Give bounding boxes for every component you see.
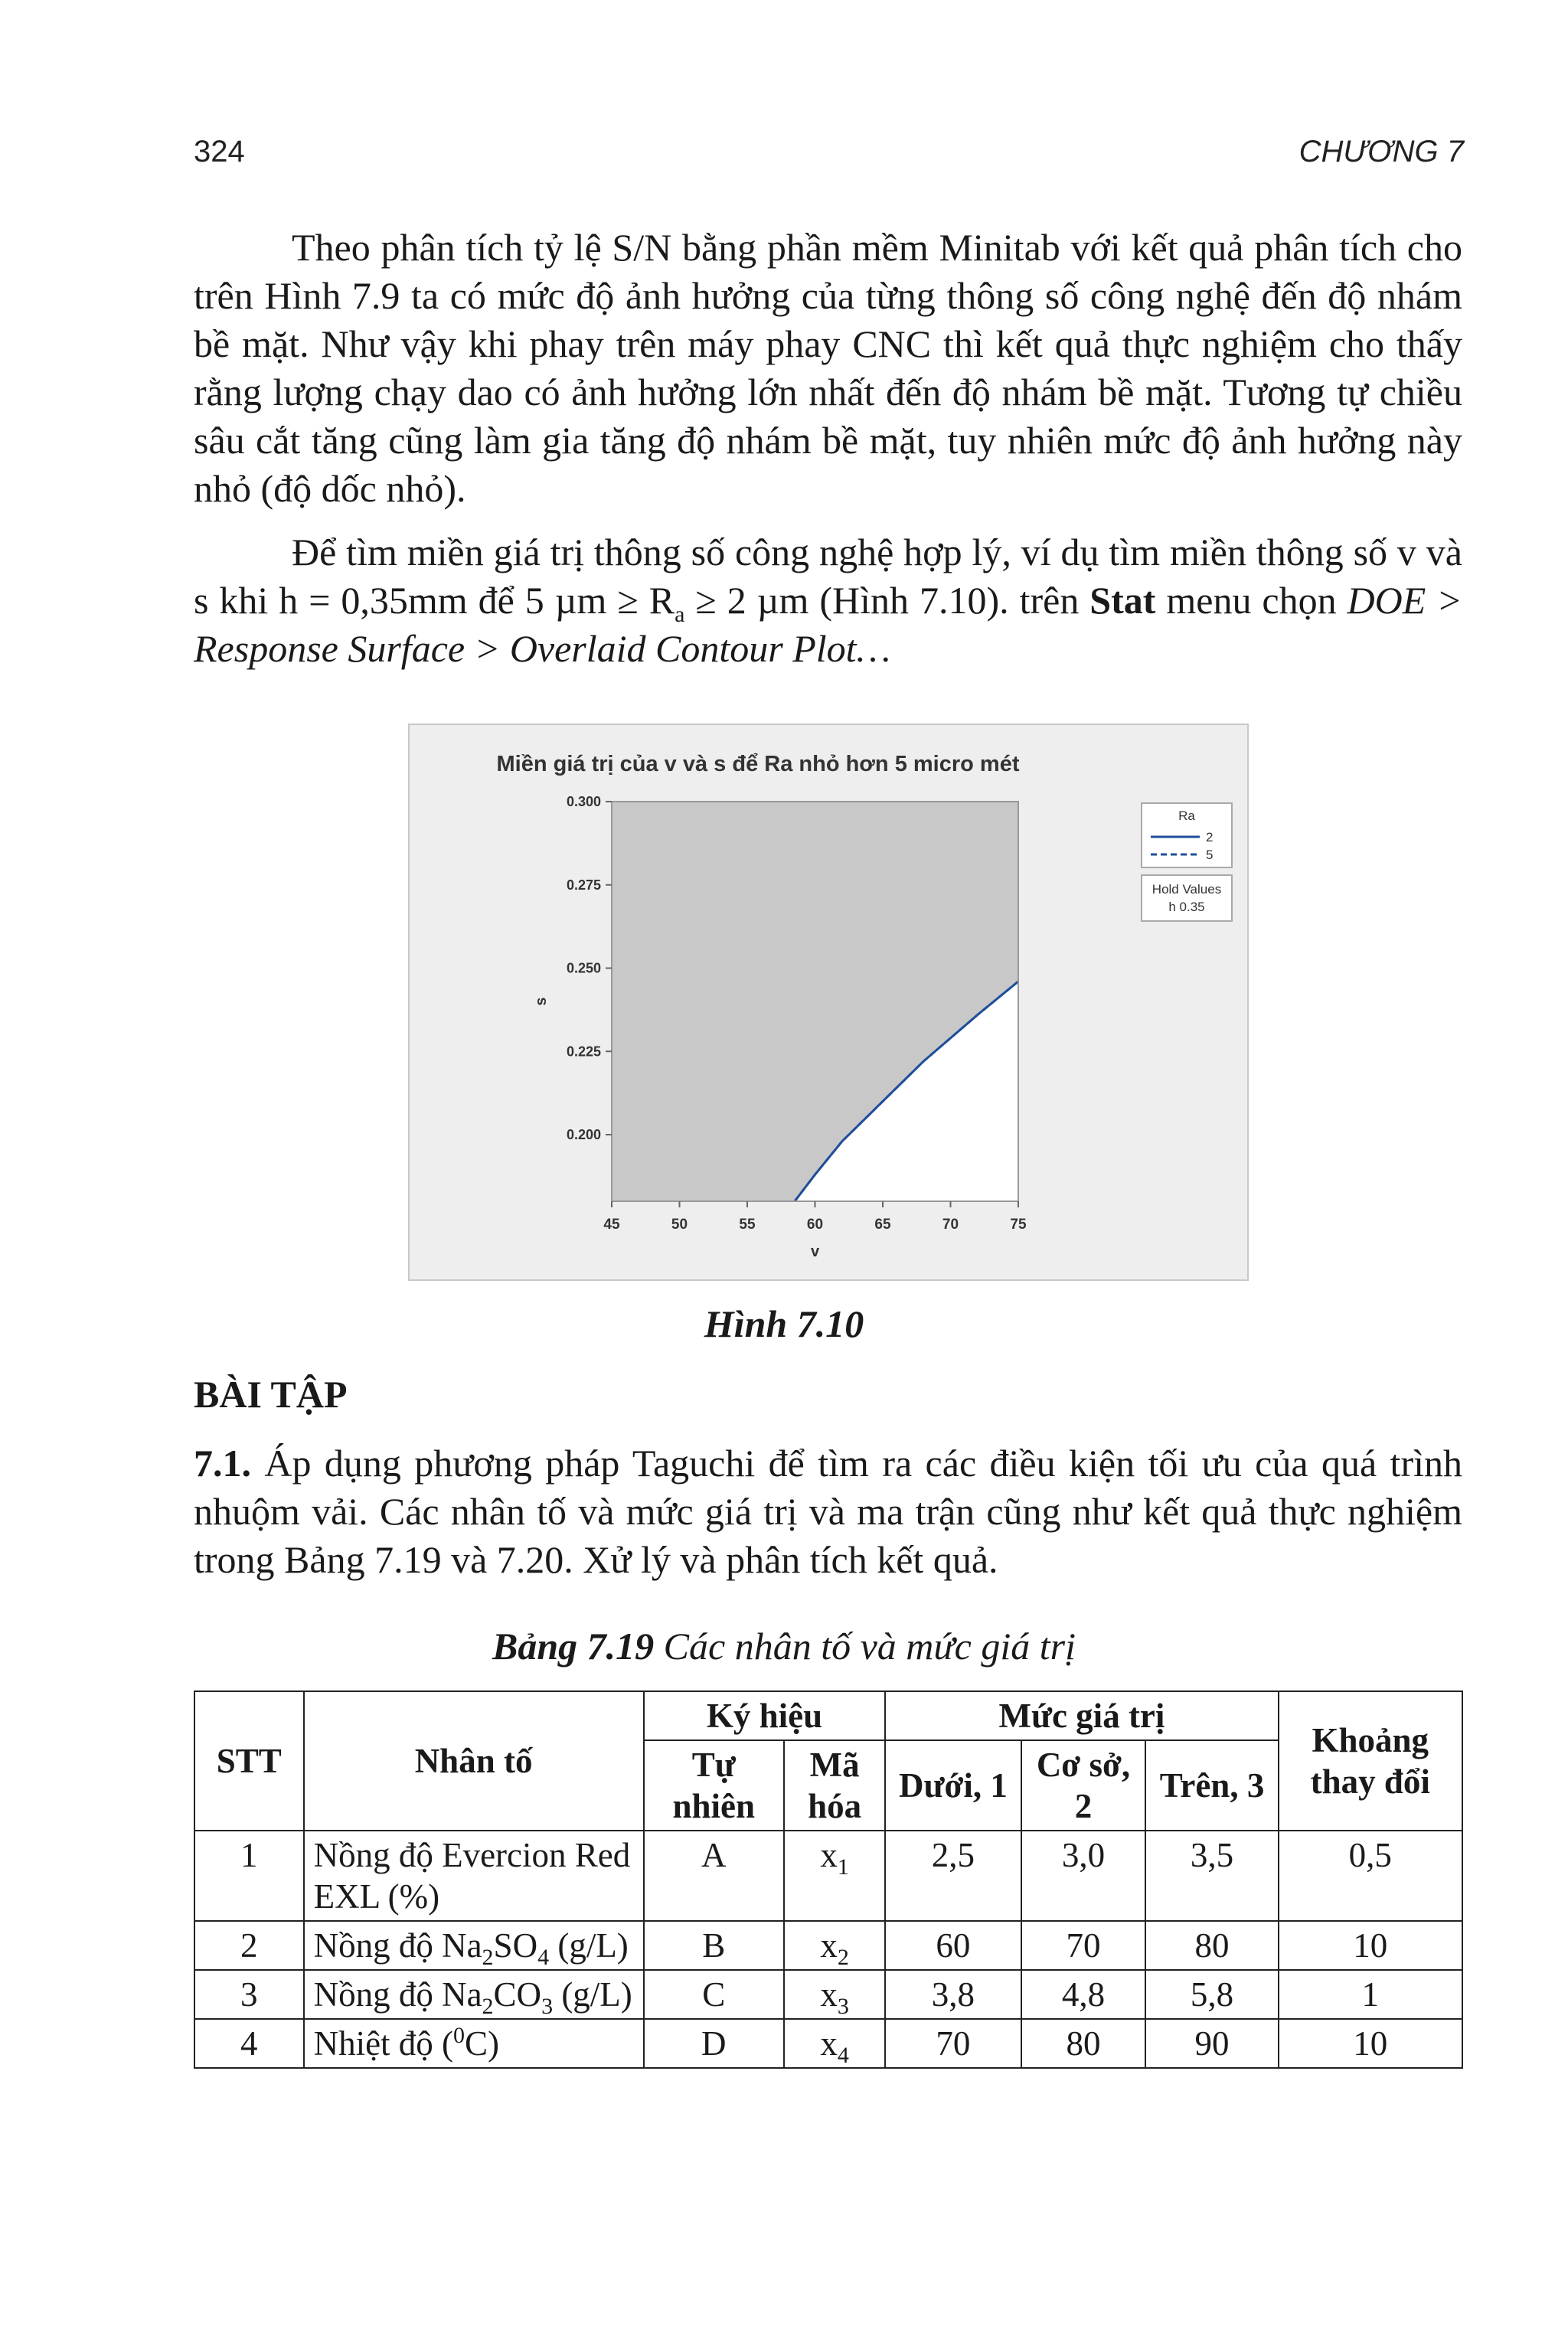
figure-caption: Hình 7.10 [704, 1302, 864, 1345]
legend-entry-5: 5 [1206, 848, 1214, 862]
p2-part1: Để tìm miền giá trị thông số công nghệ hợp lý, ví dụ tìm miền thông số v và s khi h = 0,35mm để 5 µm ≥ R [194, 531, 1462, 622]
paragraph-1-text: Theo phân tích tỷ lệ S/N bằng phần mềm Minitab với kết quả phân tích cho trên Hình 7.9 ta có mức độ ảnh hưởng của từng thông số công nghệ đến độ nhám bề mặt. Như vậy khi phay trên máy phay CNC thì kết quả thực nghiệm cho thấy rằng lượng chạy dao có ảnh hưởng lớn nhất đến độ nhám bề mặt. Tương tự chiều sâu cắt tăng cũng làm gia tăng độ nhám bề mặt, tuy nhiên mức độ ảnh hưởng này nhỏ (độ dốc nhỏ). [194, 226, 1462, 510]
exercise-number: 7.1. [194, 1442, 251, 1485]
cell-factor [304, 1921, 644, 1970]
p2-part3: menu chọn [1155, 579, 1348, 622]
exercise-paragraph [194, 1439, 1462, 1584]
cell-stt: 3 [194, 1970, 304, 2019]
cell-factor [304, 2019, 644, 2068]
cell-range: 10 [1279, 2019, 1462, 2068]
cell-natural: D [644, 2019, 784, 2068]
cell-range: 1 [1279, 1970, 1462, 2019]
exercise-body: Áp dụng phương pháp Taguchi để tìm ra các điều kiện tối ưu của quá trình nhuộm vải. Các nhân tố và mức giá trị và ma trận cũng như kết quả thực nghiệm trong Bảng 7.19 và 7.20. Xử lý và phân tích kết quả. [194, 1442, 1462, 1581]
legend-title: Ra [1178, 808, 1195, 823]
p2-part2: ≥ 2 µm (Hình 7.10). trên [684, 579, 1090, 622]
cell-coded [784, 1970, 885, 2019]
y-tick-label: 0.200 [566, 1127, 601, 1142]
factor-sub: 2 [482, 1994, 494, 2019]
cell-factor: Nồng độ Evercion Red EXL (%) [304, 1831, 644, 1921]
p2-menu-path: DOE > Response Surface > Overlaid Contour Plot… [194, 579, 1462, 670]
p2-subscript: a [675, 602, 685, 627]
legend-entry-2: 2 [1206, 830, 1214, 844]
y-tick-label: 0.225 [566, 1044, 601, 1060]
header-factor: Nhân tố [304, 1691, 644, 1831]
y-axis-label: s [533, 997, 550, 1006]
table-caption [0, 1624, 1568, 1668]
x-tick-label: 60 [806, 1217, 824, 1233]
x-tick-label: 45 [603, 1217, 620, 1233]
cell-low: 70 [885, 2019, 1021, 2068]
hold-values-h: h 0.35 [1168, 900, 1205, 914]
coded-sub: 3 [837, 1994, 849, 2019]
factor-part: Nhiệt độ ( [313, 2024, 454, 2063]
factor-sub: 3 [541, 1994, 554, 2019]
factor-sub: 4 [537, 1945, 550, 1970]
coded-x: x [820, 1926, 838, 1965]
header-base: Cơ sở, 2 [1021, 1740, 1146, 1831]
coded-sub: 1 [837, 1854, 849, 1880]
factor-sub: 2 [482, 1945, 494, 1970]
cell-base: 4,8 [1021, 1970, 1146, 2019]
header-stt: STT [194, 1691, 304, 1831]
header-coded: Mã hóa [784, 1740, 885, 1831]
x-tick-label: 70 [942, 1217, 959, 1233]
header-row-1 [194, 1691, 1462, 1740]
chart-title: Miền giá trị của v và s để Ra nhỏ hơn 5 micro mét [496, 752, 1020, 776]
factor-part: Nồng độ Na [313, 1926, 482, 1965]
table-row [194, 1921, 1462, 1970]
cell-range: 10 [1279, 1921, 1462, 1970]
coded-sub: 4 [837, 2043, 849, 2068]
p2-stat: Stat [1089, 579, 1156, 622]
cell-coded [784, 1921, 885, 1970]
cell-base: 3,0 [1021, 1831, 1146, 1921]
x-axis-label: v [810, 1243, 820, 1260]
contour-figure [408, 724, 1249, 1281]
exercise-heading: BÀI TẬP [194, 1373, 348, 1416]
cell-high: 80 [1145, 1921, 1278, 1970]
chapter-title: CHƯƠNG 7 [1298, 135, 1464, 168]
cell-stt: 4 [194, 2019, 304, 2068]
factor-table [194, 1690, 1463, 2069]
plot-area [567, 794, 1027, 1233]
y-tick-label: 0.275 [566, 877, 601, 893]
cell-high: 90 [1145, 2019, 1278, 2068]
cell-natural: A [644, 1831, 784, 1921]
cell-factor [304, 1970, 644, 2019]
paragraph-1 [194, 224, 1462, 513]
cell-low: 2,5 [885, 1831, 1021, 1921]
x-tick-label: 75 [1010, 1217, 1027, 1233]
cell-stt: 1 [194, 1831, 304, 1921]
table-row [194, 1970, 1462, 2019]
cell-high: 3,5 [1145, 1831, 1278, 1921]
cell-natural: C [644, 1970, 784, 2019]
factor-part: CO [493, 1975, 542, 2014]
factor-part: (g/L) [549, 1926, 629, 1965]
header-high: Trên, 3 [1145, 1740, 1278, 1831]
table-caption-title: Các nhân tố và mức giá trị [654, 1625, 1076, 1668]
factor-part: C) [465, 2024, 500, 2063]
cell-low: 3,8 [885, 1970, 1021, 2019]
y-tick-label: 0.300 [566, 794, 601, 809]
contour-chart [410, 725, 1247, 1279]
factor-part: Nồng độ Na [313, 1975, 482, 2014]
cell-low: 60 [885, 1921, 1021, 1970]
header-natural: Tự nhiên [644, 1740, 784, 1831]
legend [1142, 803, 1232, 921]
cell-coded [784, 1831, 885, 1921]
y-tick-label: 0.250 [566, 960, 601, 976]
table-row [194, 1831, 1462, 1921]
cell-base: 80 [1021, 2019, 1146, 2068]
hold-values-title: Hold Values [1152, 882, 1222, 897]
cell-range: 0,5 [1279, 1831, 1462, 1921]
paragraph-2 [194, 528, 1462, 673]
table-caption-number: Bảng 7.19 [492, 1625, 655, 1668]
coded-sub: 2 [837, 1945, 849, 1970]
x-tick-label: 65 [874, 1217, 891, 1233]
header-range: Khoảng thay đổi [1279, 1691, 1462, 1831]
factor-part: (g/L) [553, 1975, 632, 2014]
cell-coded [784, 2019, 885, 2068]
factor-sup: 0 [453, 2023, 466, 2048]
cell-base: 70 [1021, 1921, 1146, 1970]
header-symbol: Ký hiệu [644, 1691, 886, 1740]
paragraph-2-text [194, 528, 1462, 673]
cell-natural: B [644, 1921, 784, 1970]
coded-x: x [820, 1975, 838, 2014]
x-tick-label: 55 [739, 1217, 756, 1233]
page-number: 324 [194, 135, 245, 168]
coded-x: x [820, 2024, 838, 2063]
header-level: Mức giá trị [885, 1691, 1278, 1740]
header-low: Dưới, 1 [885, 1740, 1021, 1831]
table-row [194, 2019, 1462, 2068]
cell-stt: 2 [194, 1921, 304, 1970]
exercise-text [194, 1439, 1462, 1584]
x-tick-label: 50 [671, 1217, 688, 1233]
coded-x: x [820, 1836, 838, 1874]
factor-part: SO [493, 1926, 538, 1965]
cell-high: 5,8 [1145, 1970, 1278, 2019]
